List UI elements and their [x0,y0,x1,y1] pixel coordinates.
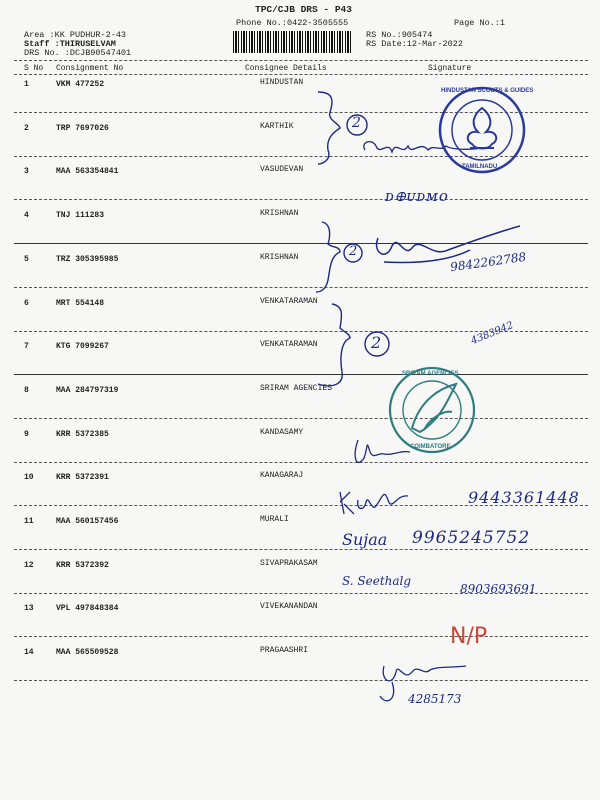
row-consignment-no: VPL 497848384 [56,604,119,613]
row-sno: 11 [24,517,34,526]
drs-number: DRS No. :DCJB90547401 [24,48,132,58]
row-consignment-no: MAA 560157456 [56,517,119,526]
col-sno: S No [24,64,44,73]
row-consignment-no: TRZ 305395985 [56,255,119,264]
handwritten-row7-phone: 4383942 [469,320,515,347]
scouts-stamp [440,88,524,172]
bracket-1-2 [318,92,340,164]
row-sno: 5 [24,255,29,264]
row-consignee: KANAGARAJ [260,471,304,480]
row-consignment-no: KRR 5372392 [56,561,109,570]
handwritten-row12-name: S. Seethalg [342,574,412,588]
row-consignment-no: KRR 5372391 [56,473,109,482]
scouts-stamp-text-top: HINDUSTAN SCOUTS & GUIDES [441,88,534,94]
handwritten-row13-note: N/P [450,624,488,649]
row-consignee: KANDASAMY [260,428,304,437]
row-consignment-no: KTG 7099267 [56,342,109,351]
row-sno: 10 [24,473,34,482]
row-sno: 13 [24,604,34,613]
handwritten-2-group3: 2 [371,333,382,352]
row-consignee: VIVEKANANDAN [260,602,318,611]
row-sno: 9 [24,430,29,439]
row-consignee: VASUDEVAN [260,165,304,174]
document-title: TPC/CJB DRS - P43 [255,4,352,15]
handwritten-row11-name: Sujaa [342,530,388,549]
row-consignment-no: MAA 284797319 [56,386,119,395]
row-consignee: SRIRAM AGENCIES [260,384,333,393]
bracket-4-5 [316,222,340,292]
row-sno: 1 [24,80,29,89]
signature-row9 [355,440,410,463]
row-consignee: KRISHNAN [260,209,299,218]
row-consignee: KRISHNAN [260,253,299,262]
row-consignment-no: MRT 554148 [56,299,105,308]
row-consignee: KARTHIK [260,122,294,131]
rs-number: RS No.:905474 [366,30,433,40]
col-consignee: Consignee Details [245,64,327,73]
row-consignee: PRAGAASHRI [260,646,309,655]
agencies-stamp-text-top: SRIRAM AGENCIES [402,371,459,377]
row-sno: 12 [24,561,34,570]
bracket-6-7 [318,304,350,386]
row-consignment-no: TNJ 111283 [56,211,105,220]
row-consignee: MURALI [260,515,289,524]
signature-row10 [340,492,408,514]
row-consignee: VENKATARAMAN [260,340,318,349]
rs-date: RS Date:12-Mar-2022 [366,39,463,49]
row-sno: 3 [24,167,29,176]
handwritten-row10-phone: 9443361448 [468,488,580,507]
area-field: Area :KK PUDHUR-2-43 [24,30,127,40]
row-consignment-no: MAA 563354841 [56,167,119,176]
handwritten-row14-phone: 4285173 [408,692,462,706]
row-sno: 14 [24,648,34,657]
row-consignee: VENKATARAMAN [260,297,318,306]
phone-number: Phone No.:0422-3505555 [236,18,349,28]
row-sno: 7 [24,342,29,351]
row-consignment-no: VKM 477252 [56,80,105,89]
handwritten-2-group2: 2 [349,244,358,259]
col-consignment: Consignment No [56,64,124,73]
handwritten-row11-phone: 9965245752 [412,528,531,548]
handwritten-row12-phone: 8903693691 [460,582,537,596]
col-signature: Signature [428,64,472,73]
row-sno: 6 [24,299,29,308]
handwritten-row3-signature: ᴅ᪠ᴜᴅᴍᴏ [385,187,449,205]
row-sno: 2 [24,124,29,133]
row-consignee: SIVAPRAKASAM [260,559,318,568]
handwritten-row5-phone: 9842262788 [449,249,527,275]
row-consignment-no: MAA 565509528 [56,648,119,657]
row-consignment-no: KRR 5372385 [56,430,109,439]
signature-row2 [364,142,482,152]
row-sno: 8 [24,386,29,395]
agencies-stamp-text-bottom: COIMBATORE [410,444,451,450]
row-consignee: HINDUSTAN [260,78,304,87]
row-consignment-no: TRP 7697026 [56,124,109,133]
scouts-stamp-text-bottom: TAMILNADU [462,164,498,170]
handwritten-2-group1: 2 [352,115,361,131]
row-sno: 4 [24,211,29,220]
page-number: Page No.:1 [454,18,506,28]
staff-field: Staff :THIRUSELVAM [24,39,116,49]
agencies-stamp [390,368,474,452]
